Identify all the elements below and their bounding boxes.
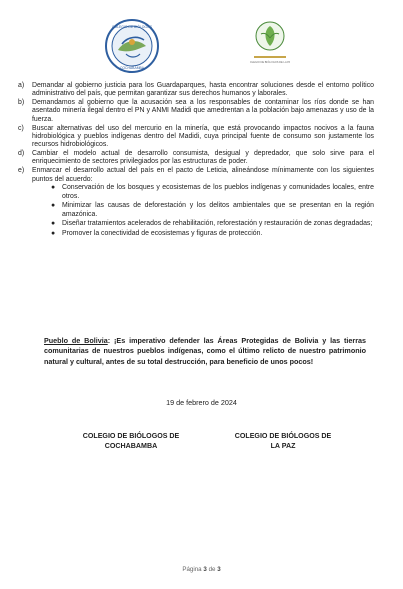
document-date: 19 de febrero de 2024 <box>166 398 237 407</box>
signature-line: COLEGIO DE BIÓLOGOS DE <box>234 432 332 440</box>
appeal-paragraph <box>44 336 366 367</box>
appeal-lead: Pueblo de Bolivia <box>44 336 108 345</box>
demands-list <box>18 82 374 239</box>
bullet-item <box>50 184 374 201</box>
list-item <box>18 82 374 99</box>
page-footer <box>0 566 403 573</box>
footer-sep: de <box>208 566 216 573</box>
bullet-text: Diseñar tratamientos acelerados de rehabilitación, reforestación y restauración de zonas degradadas; <box>62 220 373 228</box>
bullet-text: Conservación de los bosques y ecosistemas de los pueblos indígenas y comunidades locales, entre otros. <box>62 184 374 200</box>
svg-text:COLEGIO DE BIÓLOGOS DE LA PAZ: COLEGIO DE BIÓLOGOS DE LA PAZ <box>250 61 290 64</box>
svg-text:COCHABAMBA: COCHABAMBA <box>119 66 145 70</box>
svg-text:COLEGIO DE BIÓLOGOS: COLEGIO DE BIÓLOGOS <box>112 25 152 29</box>
item-text: Demandamos al gobierno que la acusación sea a los responsables de contaminar los ríos donde se han asentado minería ilegal dentro el PN y ANMI Madidi que amedrentan a la población bajo amenazas y uso de la fuerza. <box>32 99 374 123</box>
bullet-icon: ● <box>51 220 56 228</box>
signature-line: COCHABAMBA <box>104 441 158 450</box>
item-text: Demandar al gobierno justicia para los Guardaparques, hasta encontrar soluciones desde el entorno político administrativo del país, que permitan garantizar sus derechos humanos y laborales. <box>32 82 374 98</box>
cochabamba-seal-icon <box>104 18 160 74</box>
bullet-icon: ● <box>51 202 56 210</box>
list-item <box>18 150 374 167</box>
appeal-text: : ¡Es imperativo defender las Áreas Protegidas de Bolivia y las tierras comunitarias de nuestros pueblos indígenas, como el último relicto de nuestro patrimonio natural y cultural, antes de su total destrucción, para beneficio de unos pocos! <box>44 336 366 366</box>
item-text: Cambiar el modelo actual de desarrollo consumista, desigual y depredador, que solo sirve para el enriquecimiento de sectores privilegiados por las estructuras de poder. <box>32 150 374 166</box>
list-item <box>18 167 374 238</box>
bullet-icon: ● <box>51 229 56 237</box>
bullet-text: Promover la conectividad de ecosistemas y figuras de protección. <box>62 229 263 237</box>
signature-lapaz <box>208 432 358 451</box>
item-text: Enmarcar el desarrollo actual del país en el pacto de Leticia, alineándose mínimamente con los siguientes puntos del acuerdo: <box>32 167 374 183</box>
list-item <box>18 99 374 124</box>
bullet-item <box>50 230 374 238</box>
signature-line: COLEGIO DE BIÓLOGOS DE <box>82 432 180 440</box>
bullet-text: Minimizar las causas de deforestación y los delitos ambientales que se presentan en la región amazónica. <box>62 202 374 218</box>
leticia-points-list <box>32 184 374 238</box>
lapaz-seal-icon <box>250 18 290 74</box>
item-text: Buscar alternativas del uso del mercurio en la minería, que está provocando impactos nocivos a la fauna hidrobiológica y pueblos indígenas dentro del Madidi, cuya principal fuente de consumo son justamente los recursos hidrobiológicos. <box>32 124 374 149</box>
item-marker: c) <box>18 124 24 132</box>
cochabamba-logo <box>104 18 160 74</box>
bullet-icon: ● <box>51 184 56 192</box>
list-item <box>18 125 374 150</box>
item-marker: a) <box>18 82 25 89</box>
bullet-item <box>50 220 374 228</box>
signature-line: LA PAZ <box>270 441 296 450</box>
item-marker: e) <box>18 167 25 175</box>
footer-current-page: 3 <box>203 566 207 573</box>
footer-total-pages: 3 <box>217 566 221 573</box>
lapaz-logo <box>250 18 290 74</box>
footer-prefix: Página <box>182 566 202 573</box>
bullet-item <box>50 202 374 219</box>
item-marker: b) <box>18 99 25 107</box>
item-marker: d) <box>18 150 25 158</box>
signature-cochabamba <box>56 432 206 451</box>
